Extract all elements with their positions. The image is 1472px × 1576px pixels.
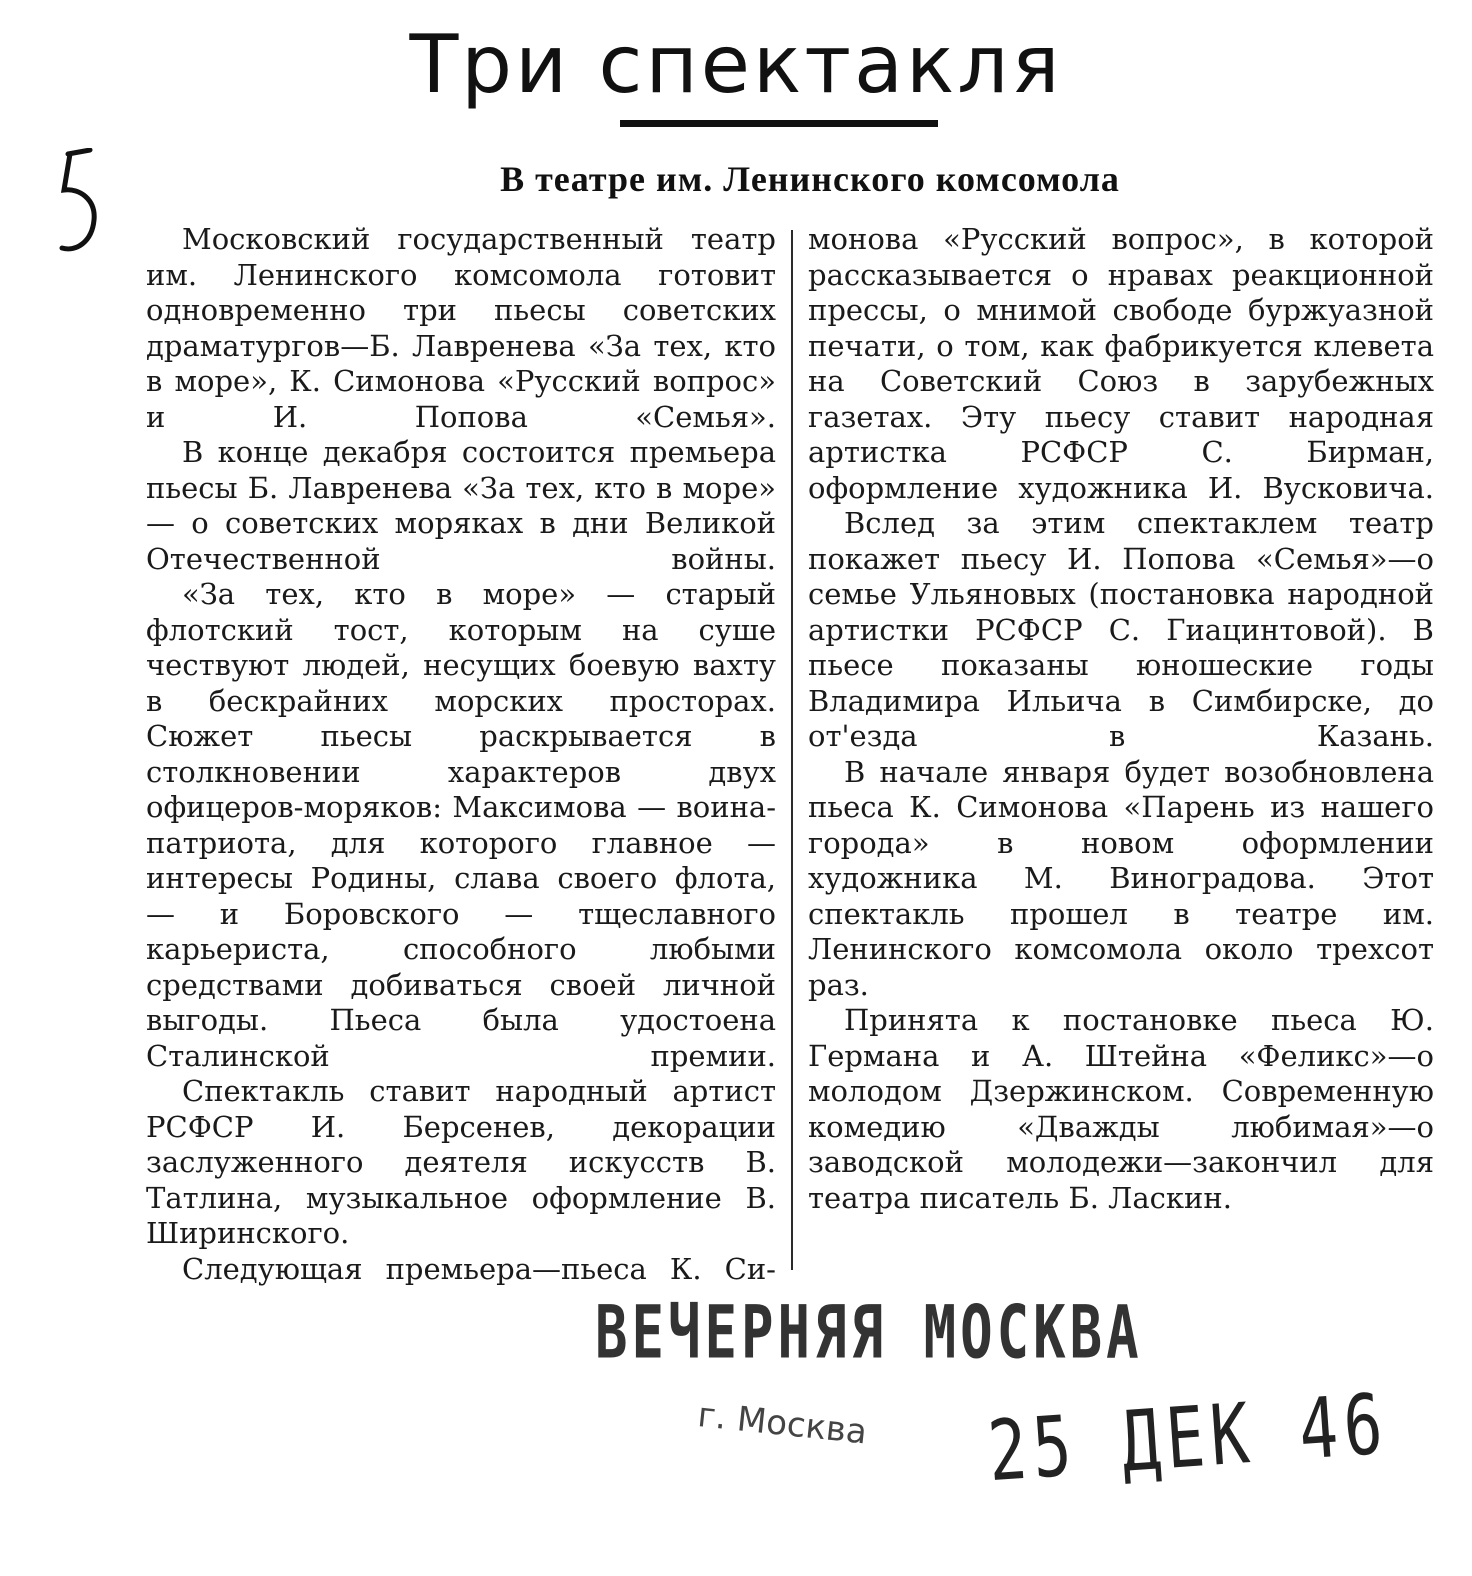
newspaper-stamp: ВЕЧЕРНЯЯ МОСКВА <box>595 1290 1143 1376</box>
article-subtitle: В театре им. Ленинского комсомола <box>500 159 1120 199</box>
column-divider <box>791 230 793 1270</box>
handwritten-mark <box>40 148 100 258</box>
date-stamp: 25 ДЕК 46 <box>985 1377 1392 1501</box>
paragraph: Спектакль ставит народный артист РСФСР И. Берсенев, декорации заслуженного деятеля искусств В. Татлина, музыкальное оформление В. Ширинского. <box>146 1074 776 1250</box>
right-column <box>808 222 1434 1216</box>
paragraph: «За тех, кто в море» — старый флотский тост, которым на суше чествуют людей, несущих боевую вахту в бескрайних морских просторах. Сюжет пьесы раскрывается в столкновении характеров двух офицеров-моряков: Максимова — воина-патриота, для которого главное — интересы Родины, слава своего флота, — и Боровского — тщеславного карьериста, способного любыми средствами добиваться своей личной выгоды. Пьеса была удостоена Сталинской премии. <box>146 577 776 1073</box>
paragraph: Следующая премьера—пьеса К. Си- <box>182 1251 776 1286</box>
paragraph: Московский государственный театр им. Ленинского комсомола готовит одновременно три пьесы советских драматургов—Б. Лавренева «За тех, кто в море», К. Симонова «Русский вопрос» и И. Попова «Семья». <box>146 222 776 434</box>
paragraph: В конце декабря состоится премьера пьесы Б. Лавренева «За тех, кто в море» — о советских моряках в дни Великой Отечественной войны. <box>146 435 776 576</box>
article-title: Три спектакля <box>409 18 1063 111</box>
paragraph: Принята к постановке пьеса Ю. Германа и А. Штейна «Феликс»—о молодом Дзержинском. Современную комедию «Дважды любимая»—о заводской молодежи—закончил для театра писатель Б. Ласкин. <box>808 1003 1434 1215</box>
paragraph: монова «Русский вопрос», в которой рассказывается о нравах реакционной прессы, о мнимой свободе буржуазной печати, о том, как фабрикуется клевета на Советский Союз в зарубежных газетах. Эту пьесу ставит народная артистка РСФСР С. Бирман, оформление художника И. Вусковича. <box>808 222 1434 505</box>
title-underline <box>620 120 938 127</box>
paragraph: Вслед за этим спектаклем театр покажет пьесу И. Попова «Семья»—о семье Ульяновых (постановка народной артистки РСФСР С. Гиацинтовой). В пьесе показаны юношеские годы Владимира Ильича в Симбирске, до от'езда в Казань. <box>808 506 1434 753</box>
paragraph: В начале января будет возобновлена пьеса К. Симонова «Парень из нашего города» в новом оформлении художника М. Виноградова. Этот спектакль прошел в театре им. Ленинского комсомола около трехсот раз. <box>808 754 1434 1002</box>
city-stamp: г. Москва <box>695 1395 869 1453</box>
left-column <box>146 222 776 1287</box>
